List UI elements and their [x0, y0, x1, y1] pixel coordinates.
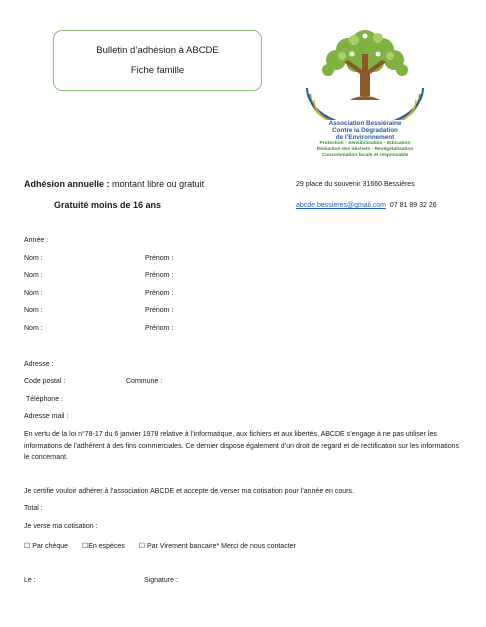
checkbox-icon[interactable]: ☐: [138, 543, 146, 550]
org-motto-line2: Réduction des déchets - Revégétalisation: [316, 147, 414, 152]
contact-email[interactable]: abcde.bessieres@gmail.com: [296, 202, 386, 209]
membership-label: Adhésion annuelle: [24, 179, 105, 189]
address-label: Adresse :: [24, 361, 54, 368]
payment-label: Je verse ma cotisation :: [24, 523, 98, 530]
email-label: Adresse mail :: [24, 413, 69, 420]
org-name-line2: Contre la Dégradation: [332, 127, 398, 134]
payment-transfer-label: Par Virement bancaire* Merci de nous contacter: [146, 543, 296, 550]
nom-label: Nom :: [24, 325, 43, 332]
certification-statement: Je certifie vouloir adhérer à l’association ABCDE et accepte de verser ma cotisation pour l’année en cours.: [24, 488, 354, 495]
tree-icon: [304, 24, 426, 120]
membership-separator: :: [106, 179, 110, 189]
membership-amount: montant libre ou gratuit: [112, 179, 205, 189]
org-name-line3: de l’Environnement: [335, 134, 395, 141]
nom-label: Nom :: [24, 307, 43, 314]
checkbox-icon[interactable]: ☐: [24, 543, 31, 550]
total-label: Total :: [24, 505, 43, 512]
association-logo: [304, 24, 426, 158]
prenom-label: Prénom :: [145, 307, 174, 314]
org-name-line1: Association Bessiéraine: [328, 120, 402, 127]
org-motto-line3: Consommation locale et responsable: [321, 153, 409, 158]
year-label: Année :: [24, 237, 49, 244]
legal-notice: En vertu de la loi n°78-17 du 6 janvier 1978 relative à l’informatique, aux fichiers et aux libertés, ABCDE s’engage à ne pas utiliser les informations de l’adhérent à des fins commerciales. Ce dernier dispose également d’un droit de regard et de rectification sur les informations le concernant.: [24, 431, 460, 461]
nom-label: Nom :: [24, 255, 43, 262]
payment-transfer-option[interactable]: [139, 543, 296, 550]
prenom-label: Prénom :: [145, 272, 174, 279]
prenom-label: Prénom :: [145, 290, 174, 297]
checkbox-icon[interactable]: ☐: [81, 543, 89, 550]
payment-cash-label: En espèces: [88, 543, 125, 550]
nom-label: Nom :: [24, 290, 43, 297]
payment-options: [24, 542, 296, 550]
commune-label: Commune :: [126, 378, 163, 385]
prenom-label: Prénom :: [145, 325, 174, 332]
postal-code-label: Code postal :: [24, 378, 66, 385]
contact-phone: 07 81 89 32 26: [389, 202, 437, 209]
org-motto-line1: Protection - Sensibilisation - Education: [319, 141, 411, 146]
prenom-label: Prénom :: [145, 255, 174, 262]
header-box: [53, 30, 262, 91]
payment-cheque-option[interactable]: [24, 543, 68, 550]
phone-label: Téléphone :: [26, 396, 63, 403]
membership-line: [24, 179, 204, 189]
free-under-16: Gratuité moins de 16 ans: [54, 200, 162, 210]
date-label: Le :: [24, 577, 36, 584]
nom-label: Nom :: [24, 272, 43, 279]
form-title: Bulletin d’adhésion à ABCDE: [96, 45, 219, 56]
contact-line: [296, 202, 437, 209]
signature-label: Signature :: [144, 577, 178, 584]
association-address: 29 place du souvenir 31660 Bessières: [296, 181, 415, 188]
payment-cheque-label: Par chèque: [32, 543, 69, 550]
form-subtitle: Fiche famille: [130, 65, 185, 76]
payment-cash-option[interactable]: [82, 543, 125, 550]
